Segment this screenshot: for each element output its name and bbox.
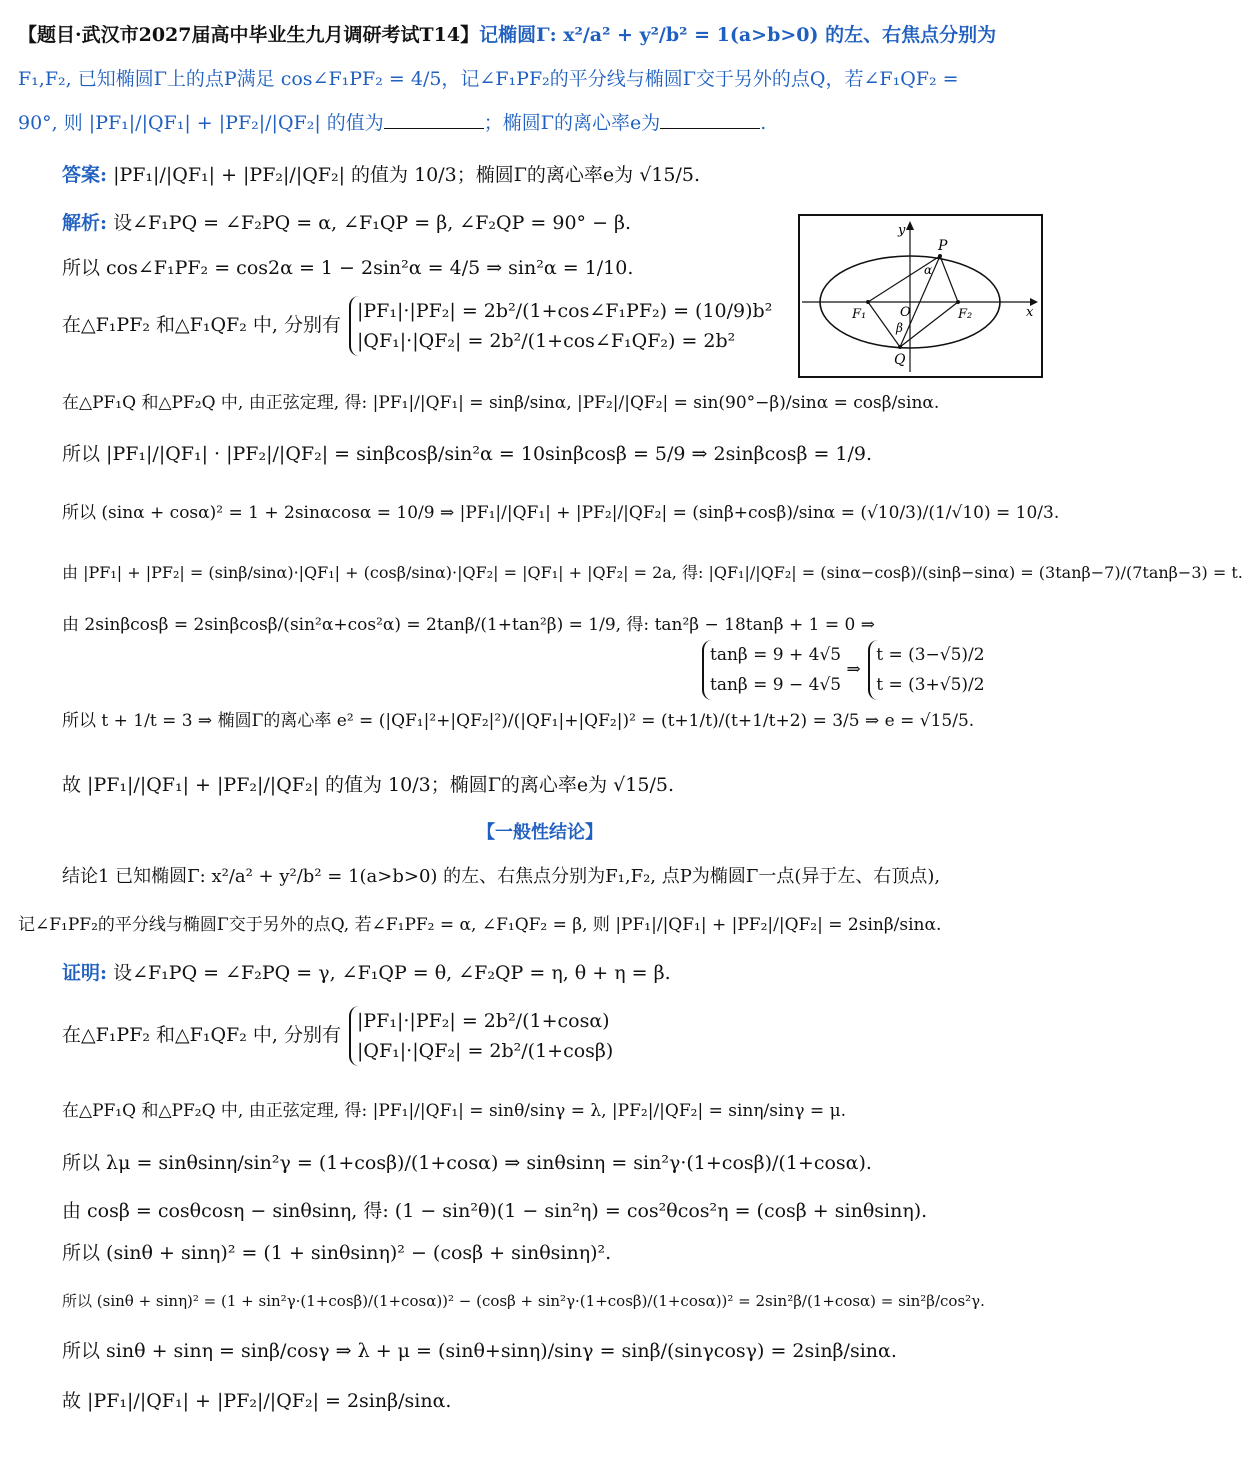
analysis-line-10: 故 |PF₁|/|QF₁| + |PF₂|/|QF₂| 的值为 10/3；椭圆Γ的离心率e为 √15/5. <box>62 774 674 796</box>
problem-text-3b: ；椭圆Γ的离心率e为 <box>483 112 661 134</box>
proof-line-6: 所以 (sinθ + sinη)² = (1 + sinθsinη)² − (cosβ + sinθsinη)². <box>62 1242 612 1264</box>
analysis-line-1 <box>62 210 631 236</box>
label-p: P <box>938 238 948 254</box>
general-title: 【一般性结论】 <box>477 822 603 843</box>
answer-blank-1[interactable] <box>384 110 484 129</box>
label-o: O <box>900 305 911 320</box>
label-x: x <box>1026 305 1034 320</box>
proof-line-8: 所以 sinθ + sinη = sinβ/cosγ ⇒ λ + μ = (sinθ+sinη)/sinγ = sinβ/(sinγcosγ) = 2sinβ/sinα. <box>62 1340 897 1362</box>
t-root-1: t = (3−√5)/2 <box>876 645 985 665</box>
analysis-line-8 <box>62 612 875 638</box>
analysis-line-3 <box>62 296 772 356</box>
point-f1 <box>866 300 870 304</box>
proof-line-9: 故 |PF₁|/|QF₁| + |PF₂|/|QF₂| = 2sinβ/sinα. <box>62 1390 452 1412</box>
tan-root-1: tanβ = 9 + 4√5 <box>710 645 842 665</box>
proof-sys-a: |PF₁|·|PF₂| = 2b²/(1+cosα) <box>357 1010 610 1032</box>
analysis-sys-b: |QF₁|·|QF₂| = 2b²/(1+cos∠F₁QF₂) = 2b² <box>357 330 736 352</box>
analysis-line-6: 所以 (sinα + cosα)² = 1 + 2sinαcosα = 10/9 ⇒ |PF₁|/|QF₁| + |PF₂|/|QF₂| = (sinβ+cosβ)/sinα = (√10/3)/(1/√10) = 10/3. <box>62 503 1060 523</box>
problem-text-1: 记椭圆Γ: x²/a² + y²/b² = 1(a>b>0) 的左、右焦点分别为 <box>479 24 997 46</box>
analysis-system-t <box>868 640 984 700</box>
problem-line-1 <box>18 22 996 48</box>
point-f2 <box>956 300 960 304</box>
problem-tag: 【题目·武汉市2027届高中毕业生九月调研考试T14】 <box>18 24 480 46</box>
problem-line-2: F₁,F₂, 已知椭圆Γ上的点P满足 cos∠F₁PF₂ = 4/5，记∠F₁PF₂的平分线与椭圆Γ交于另外的点Q，若∠F₁QF₂ = <box>18 68 959 90</box>
label-beta: β <box>896 321 903 335</box>
label-q: Q <box>894 352 906 368</box>
tan-root-2: tanβ = 9 − 4√5 <box>710 675 842 695</box>
analysis-system-tan <box>702 640 841 700</box>
proof-line-2 <box>62 1006 613 1066</box>
answer-line <box>62 162 700 188</box>
answer-blank-2[interactable] <box>660 110 760 129</box>
problem-line-3 <box>18 110 766 136</box>
answer-label: 答案: <box>62 164 108 186</box>
conclusion-line-1: 结论1 已知椭圆Γ: x²/a² + y²/b² = 1(a>b>0) 的左、右焦点分别为F₁,F₂, 点P为椭圆Γ一点(异于左、右顶点), <box>62 866 941 887</box>
proof-system <box>349 1006 613 1066</box>
t-root-2: t = (3+√5)/2 <box>876 675 985 695</box>
analysis-sys-a: |PF₁|·|PF₂| = 2b²/(1+cos∠F₁PF₂) = (10/9)b² <box>357 300 773 322</box>
analysis-line-5: 所以 |PF₁|/|QF₁| · |PF₂|/|QF₂| = sinβcosβ/sin²α = 10sinβcosβ = 5/9 ⇒ 2sinβcosβ = 1/9. <box>62 443 873 465</box>
proof-line-3: 在△PF₁Q 和△PF₂Q 中, 由正弦定理, 得: |PF₁|/|QF₁| = sinθ/sinγ = λ, |PF₂|/|QF₂| = sinη/sinγ = μ. <box>62 1101 847 1121</box>
analysis-line-9: 所以 t + 1/t = 3 ⇒ 椭圆Γ的离心率 e² = (|QF₁|²+|QF₂|²)/(|QF₁|+|QF₂|)² = (t+1/t)/(t+1/t+2) = 3/5 ⇒ e = √15/5. <box>62 711 975 731</box>
y-axis-arrow-icon <box>906 221 914 230</box>
proof-line-5: 由 cosβ = cosθcosη − sinθsinη, 得: (1 − sin²θ)(1 − sin²η) = cos²θcos²η = (cosβ + sinθsinη). <box>62 1200 928 1222</box>
analysis-label: 解析: <box>62 212 108 234</box>
analysis-line-2: 所以 cos∠F₁PF₂ = cos2α = 1 − 2sin²α = 4/5 ⇒ sin²α = 1/10. <box>62 257 634 279</box>
point-p <box>938 254 942 258</box>
label-f2: F₂ <box>958 307 973 322</box>
answer-text: |PF₁|/|QF₁| + |PF₂|/|QF₂| 的值为 10/3；椭圆Γ的离心率e为 √15/5. <box>113 164 701 186</box>
label-alpha: α <box>924 263 933 277</box>
analysis-line-7: 由 |PF₁| + |PF₂| = (sinβ/sinα)·|QF₁| + (cosβ/sinα)·|QF₂| = |QF₁| + |QF₂| = 2a, 得: |QF₁|/|QF₂| = (sinα−cosβ)/(sinβ−sinα) = (3tanβ−7)/(7tanβ−3) = t. <box>62 563 1243 582</box>
proof-label: 证明: <box>62 962 108 984</box>
label-f1: F₁ <box>852 307 867 322</box>
proof-line-7: 所以 (sinθ + sinη)² = (1 + sin²γ·(1+cosβ)/(1+cosα))² − (cosβ + sin²γ·(1+cosβ)/(1+cosα))² = 2sin²β/(1+cosα) = sin²β/cos²γ. <box>62 1292 985 1310</box>
analysis-text-1: 设∠F₁PQ = ∠F₂PQ = α, ∠F₁QP = β, ∠F₂QP = 90° − β. <box>113 212 632 234</box>
proof-sys-b: |QF₁|·|QF₂| = 2b²/(1+cosβ) <box>357 1040 614 1062</box>
proof-line-4: 所以 λμ = sinθsinη/sin²γ = (1+cosβ)/(1+cosα) ⇒ sinθsinη = sin²γ·(1+cosβ)/(1+cosα). <box>62 1152 872 1174</box>
analysis-text-8: 由 2sinβcosβ = 2sinβcosβ/(sin²α+cos²α) = 2tanβ/(1+tan²β) = 1/9, 得: tan²β − 18tanβ + 1 = 0 ⇒ <box>62 615 875 635</box>
conclusion-line-2: 记∠F₁PF₂的平分线与椭圆Γ交于另外的点Q, 若∠F₁PF₂ = α, ∠F₁QF₂ = β, 则 |PF₁|/|QF₁| + |PF₂|/|QF₂| = 2sinβ/sinα. <box>18 915 942 935</box>
label-y: y <box>898 223 906 238</box>
analysis-system-1 <box>349 296 772 356</box>
analysis-line-4: 在△PF₁Q 和△PF₂Q 中, 由正弦定理, 得: |PF₁|/|QF₁| = sinβ/sinα, |PF₂|/|QF₂| = sin(90°−β)/sinα = cosβ/sinα. <box>62 393 940 413</box>
problem-text-3a: 90°, 则 |PF₁|/|QF₁| + |PF₂|/|QF₂| 的值为 <box>18 112 384 134</box>
analysis-text-3: 在△F₁PF₂ 和△F₁QF₂ 中, 分别有 <box>62 314 341 336</box>
point-q <box>898 345 902 349</box>
proof-line-1 <box>62 960 671 986</box>
proof-text-2: 在△F₁PF₂ 和△F₁QF₂ 中, 分别有 <box>62 1024 341 1046</box>
proof-text-1: 设∠F₁PQ = ∠F₂PQ = γ, ∠F₁QP = θ, ∠F₂QP = η, θ + η = β. <box>113 962 671 984</box>
problem-text-3c: . <box>760 112 767 134</box>
ellipse-diagram <box>800 216 1041 376</box>
ellipse-figure <box>798 214 1043 378</box>
analysis-line-8-systems: tanβ = 9 + 4√5 tanβ = 9 − 4√5 ⇒ t = (3−√5)/2 t = (3+√5)/2 <box>700 640 985 700</box>
